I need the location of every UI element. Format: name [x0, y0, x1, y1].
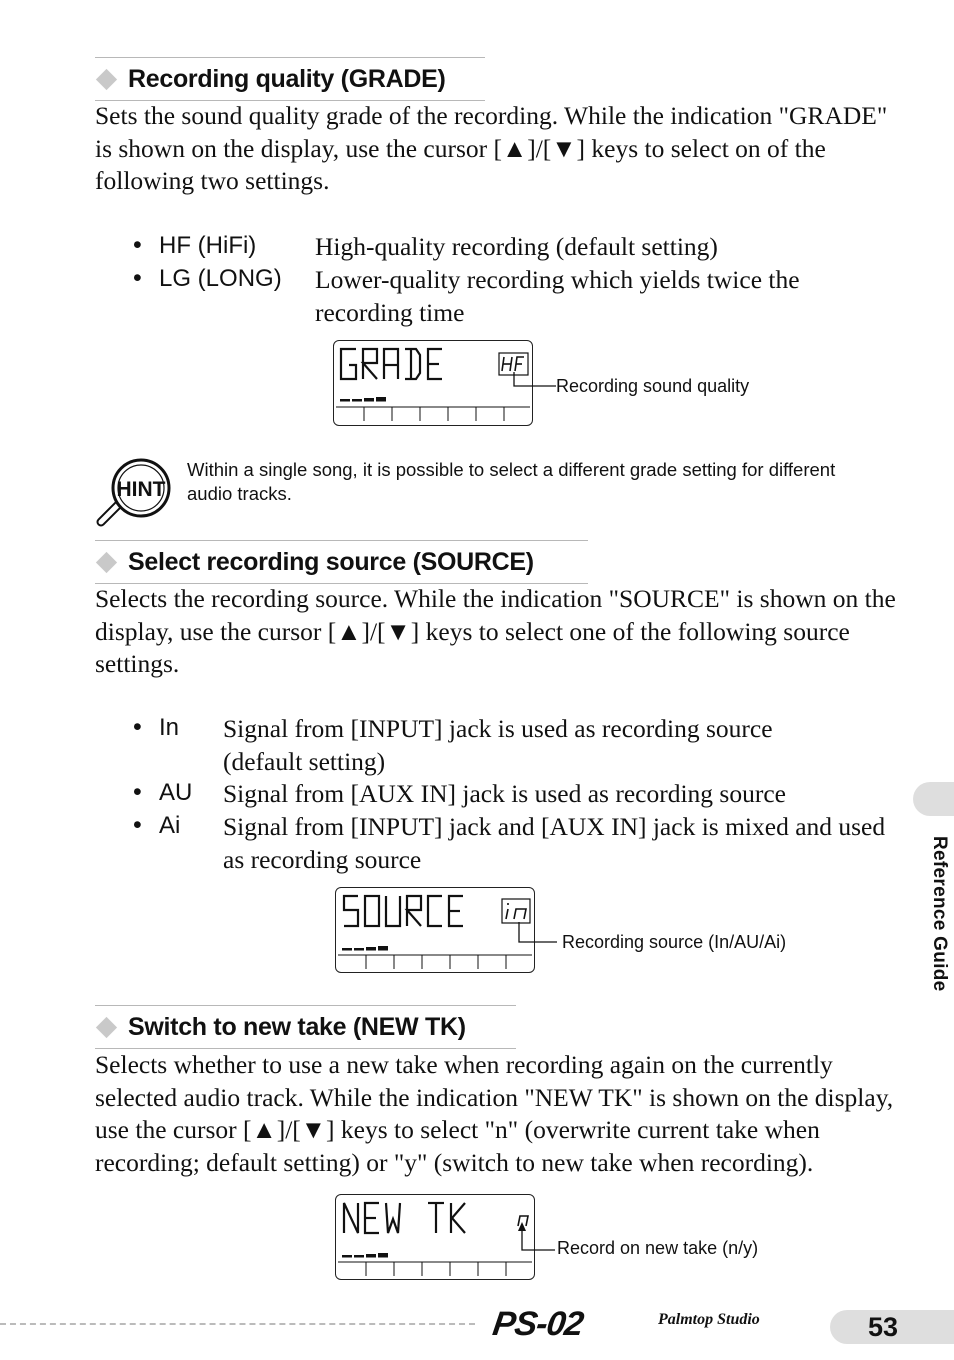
option-desc: Signal from [INPUT] jack is used as recording source (default setting): [223, 714, 773, 776]
option-term: In: [159, 714, 180, 741]
side-tab-marker: [913, 782, 954, 816]
section-heading-newtk: [95, 1005, 516, 1049]
lcd-main-text-source: [344, 896, 463, 926]
option-desc: Signal from [INPUT] jack and [AUX IN] jack is mixed and used as recording source: [223, 812, 886, 874]
lcd-sub-text-in: [506, 903, 526, 919]
lcd-callout-label: Record on new take (n/y): [557, 1238, 759, 1258]
lcd-display-newtk: [335, 1194, 535, 1280]
heading-text: Recording quality (GRADE): [128, 64, 446, 93]
diamond-bullet-icon: [96, 1016, 117, 1037]
option-desc: Signal from [AUX IN] jack is used as recording source: [223, 779, 786, 808]
lcd-main-text-newtk: [344, 1203, 465, 1233]
diamond-bullet-icon: [96, 551, 117, 572]
lcd-sub-text-hf: [502, 357, 524, 371]
lcd-callout-label: Recording source (In/AU/Ai): [562, 932, 787, 952]
diamond-bullet-icon: [96, 68, 117, 89]
bullet-dot-icon: •: [133, 264, 142, 292]
bullet-dot-icon: •: [133, 231, 142, 259]
lcd-level-meter: [340, 397, 386, 402]
side-tab-label: Reference Guide: [929, 836, 950, 992]
lcd-graphic: [334, 341, 532, 425]
lcd-graphic: [336, 1195, 534, 1279]
lcd-ticks: [364, 407, 504, 421]
lcd-ticks: [366, 955, 506, 969]
section-heading-grade: [95, 57, 485, 101]
callout-arrow: [513, 1220, 558, 1256]
lcd-level-meter: [342, 946, 388, 951]
option-desc: Lower-quality recording which yields twice the recording time: [315, 265, 800, 327]
source-body: Selects the recording source. While the indication "SOURCE" is shown on the display, use the cursor [▲]/[▼] keys to select one of the following source settings.: [95, 584, 896, 678]
hint-magnifier-icon: [93, 458, 175, 528]
lcd-display-grade: [333, 340, 533, 426]
lcd-callout-label: Recording sound quality: [556, 376, 750, 396]
lcd-level-meter: [342, 1253, 388, 1258]
callout-line: [510, 370, 560, 390]
lcd-display-source: [335, 887, 535, 973]
footer-dashed-line: [0, 1323, 475, 1325]
option-term: HF (HiFi): [159, 232, 257, 259]
newtk-body: Selects whether to use a new take when recording again on the currently selected audio track. While the indication "NEW TK" is shown on the display, use the cursor [▲]/[▼] keys to select "n" (overwrite current take when recording; default setting) or "y" (switch to new take when recording).: [95, 1050, 894, 1177]
hint-text: Within a single song, it is possible to select a different grade setting for different audio tracks.: [187, 459, 836, 504]
brand-subtitle: Palmtop Studio: [658, 1311, 760, 1328]
heading-text: Switch to new take (NEW TK): [128, 1012, 466, 1041]
brand-logo: PS-02: [490, 1305, 586, 1343]
option-term: AU: [159, 779, 193, 806]
option-term: LG (LONG): [159, 265, 282, 292]
bullet-dot-icon: •: [133, 811, 142, 839]
svg-text:HINT: HINT: [116, 478, 166, 501]
lcd-graphic: [336, 888, 534, 972]
page-number: 53: [868, 1312, 899, 1342]
lcd-main-text-grade: [341, 349, 442, 379]
option-desc: High-quality recording (default setting): [315, 232, 718, 261]
section-heading-source: [95, 540, 588, 584]
callout-line: [515, 920, 560, 946]
heading-text: Select recording source (SOURCE): [128, 547, 534, 576]
bullet-dot-icon: •: [133, 778, 142, 806]
bullet-dot-icon: •: [133, 713, 142, 741]
grade-body: Sets the sound quality grade of the recording. While the indication "GRADE" is shown on the display, use the cursor [▲]/[▼] keys to select on of the following two settings.: [95, 101, 888, 195]
option-term: Ai: [159, 812, 181, 839]
lcd-ticks: [366, 1262, 506, 1276]
